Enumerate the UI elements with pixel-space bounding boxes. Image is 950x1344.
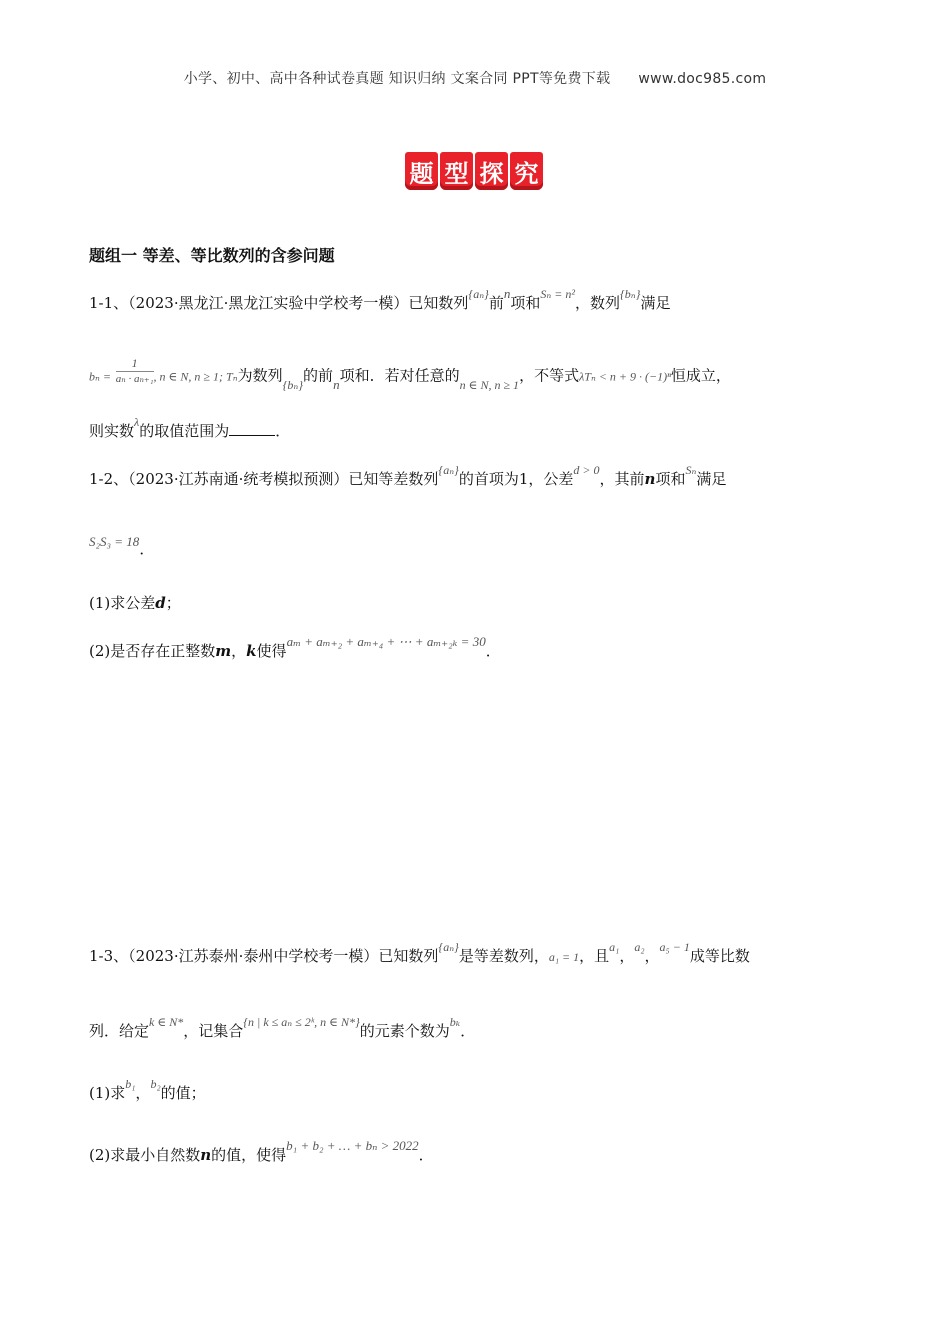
text: 已知等差数列	[348, 470, 439, 488]
math-bn-lhs: bₙ =	[89, 369, 111, 384]
text: 已知数列	[408, 294, 469, 312]
math-n: n	[503, 286, 511, 301]
problem-1-2-question-2	[89, 634, 501, 661]
text: ，其前	[599, 470, 645, 488]
math-sum: aₘ + aₘ₊₂ + aₘ₊₄ + ⋯ + aₘ₊₂ₖ = 30	[286, 634, 486, 649]
text: 恒成立，	[670, 366, 731, 385]
math-bn: {bₙ}	[619, 287, 641, 301]
math-k: k ∈ N*	[149, 1015, 184, 1029]
math-n: n	[644, 470, 656, 488]
math-b1: b₁	[125, 1077, 136, 1091]
text: 的前	[303, 366, 334, 385]
text: (2)是否存在正整数	[89, 642, 216, 660]
math-s2s3: S₂S₃ = 18	[89, 534, 140, 549]
banner-char-3: 探	[475, 152, 508, 190]
text: 成等比数	[689, 947, 750, 965]
text: ，不等式	[519, 366, 580, 385]
text: ，数列	[574, 294, 620, 312]
text: 为数列	[237, 366, 283, 385]
text: ．	[460, 1022, 476, 1040]
math-a5: a₅ − 1	[659, 940, 690, 954]
text: 已知数列	[378, 947, 439, 965]
frac-numerator: 1	[116, 356, 154, 372]
problem-1-3-question-1	[89, 1077, 206, 1103]
problem-1-2-line-2	[89, 530, 155, 558]
problem-1-2-line-1	[89, 463, 727, 489]
math-set: {n | k ≤ aₙ ≤ 2ᵏ, n ∈ N*}	[243, 1015, 360, 1029]
math-an: {aₙ}	[438, 463, 459, 477]
math-nset: n ∈ N, n ≥ 1	[459, 377, 520, 392]
text: 使得	[256, 642, 287, 660]
text: ．	[485, 642, 501, 660]
math-d: d > 0	[573, 463, 600, 477]
text: 的值，使得	[211, 1146, 287, 1164]
section-banner	[405, 152, 543, 190]
problem-number: 1-2、	[89, 470, 129, 488]
text: ，且	[579, 947, 610, 965]
math-a1: a₁ = 1	[548, 950, 580, 964]
math-a1b: a₁	[609, 940, 620, 954]
problem-1-1-line-1	[89, 286, 671, 313]
text: 项和	[510, 294, 541, 312]
problem-source: （2023·江苏泰州·泰州中学校考一模）	[128, 947, 379, 965]
text: 的取值范围为	[139, 422, 230, 440]
problem-number: 1-3、	[89, 947, 129, 965]
text: 列．给定	[89, 1022, 150, 1040]
text: ，	[644, 947, 660, 965]
text: 的首项为1，公差	[458, 470, 574, 488]
math-sn: Sₙ = n²	[540, 287, 575, 301]
math-lambda: λ	[134, 415, 140, 429]
math-sum-b: b₁ + b₂ + … + bₙ > 2022	[286, 1138, 419, 1153]
text: ，记集合	[183, 1022, 244, 1040]
text: ．	[275, 422, 291, 440]
math-condition: , n ∈ N, n ≥ 1; Tₙ	[153, 369, 238, 384]
problem-1-1-line-3	[89, 415, 291, 441]
answer-blank[interactable]	[229, 423, 275, 436]
text: ．	[139, 540, 155, 558]
text: 则实数	[89, 422, 135, 440]
header-site[interactable]: www.doc985.com	[638, 71, 767, 87]
text: ；	[165, 594, 181, 612]
text: 的元素个数为	[359, 1022, 450, 1040]
text: 满足	[696, 470, 727, 488]
problem-number: 1-1、	[89, 294, 129, 312]
math-an: {aₙ}	[438, 940, 459, 954]
banner-char-2: 型	[440, 152, 473, 190]
math-n: n	[333, 376, 340, 392]
problem-1-1-line-2	[89, 356, 731, 392]
text: 是等差数列，	[458, 947, 549, 965]
problem-1-3-line-2	[89, 1015, 476, 1041]
banner-char-1: 题	[405, 152, 438, 190]
problem-1-3-question-2	[89, 1138, 434, 1165]
math-n: n	[200, 1146, 212, 1164]
text: 的值；	[160, 1084, 206, 1102]
text: 满足	[640, 294, 671, 312]
math-bn: {bₙ}	[282, 377, 304, 392]
text: 前	[488, 294, 504, 312]
text: (2)求最小自然数	[89, 1146, 201, 1164]
text: 项和．若对任意的	[339, 366, 460, 385]
frac-denominator: aₙ · aₙ₊₁	[115, 373, 154, 385]
text: (1)求公差	[89, 594, 156, 612]
problem-source: （2023·黑龙江·黑龙江实验中学校考一模）	[128, 294, 409, 312]
math-inequality: λTₙ < n + 9 · (−1)ⁿ	[579, 369, 671, 384]
group-title: 题组一 等差、等比数列的含参问题	[89, 246, 335, 265]
text: ．	[418, 1146, 434, 1164]
text: 项和	[655, 470, 686, 488]
banner-char-4: 究	[510, 152, 543, 190]
math-a2: a₂	[634, 940, 645, 954]
math-an: {aₙ}	[468, 287, 489, 301]
problem-source: （2023·江苏南通·统考模拟预测）	[128, 470, 349, 488]
text: (1)求	[89, 1084, 126, 1102]
math-bk: bₖ	[449, 1015, 461, 1029]
math-d: d	[155, 594, 166, 612]
math-b2: b₂	[150, 1077, 161, 1091]
math-k: k	[246, 642, 257, 660]
text: ，	[619, 947, 635, 965]
math-fraction	[116, 356, 154, 385]
text: ，	[135, 1084, 151, 1102]
header-text: 小学、初中、高中各种试卷真题 知识归纳 文案合同 PPT等免费下载	[183, 71, 611, 87]
text: ，	[231, 642, 247, 660]
math-sn: Sₙ	[685, 463, 697, 477]
math-m: m	[215, 642, 232, 660]
problem-1-3-line-1	[89, 940, 750, 966]
problem-1-2-question-1	[89, 592, 181, 613]
page-header	[0, 68, 950, 88]
